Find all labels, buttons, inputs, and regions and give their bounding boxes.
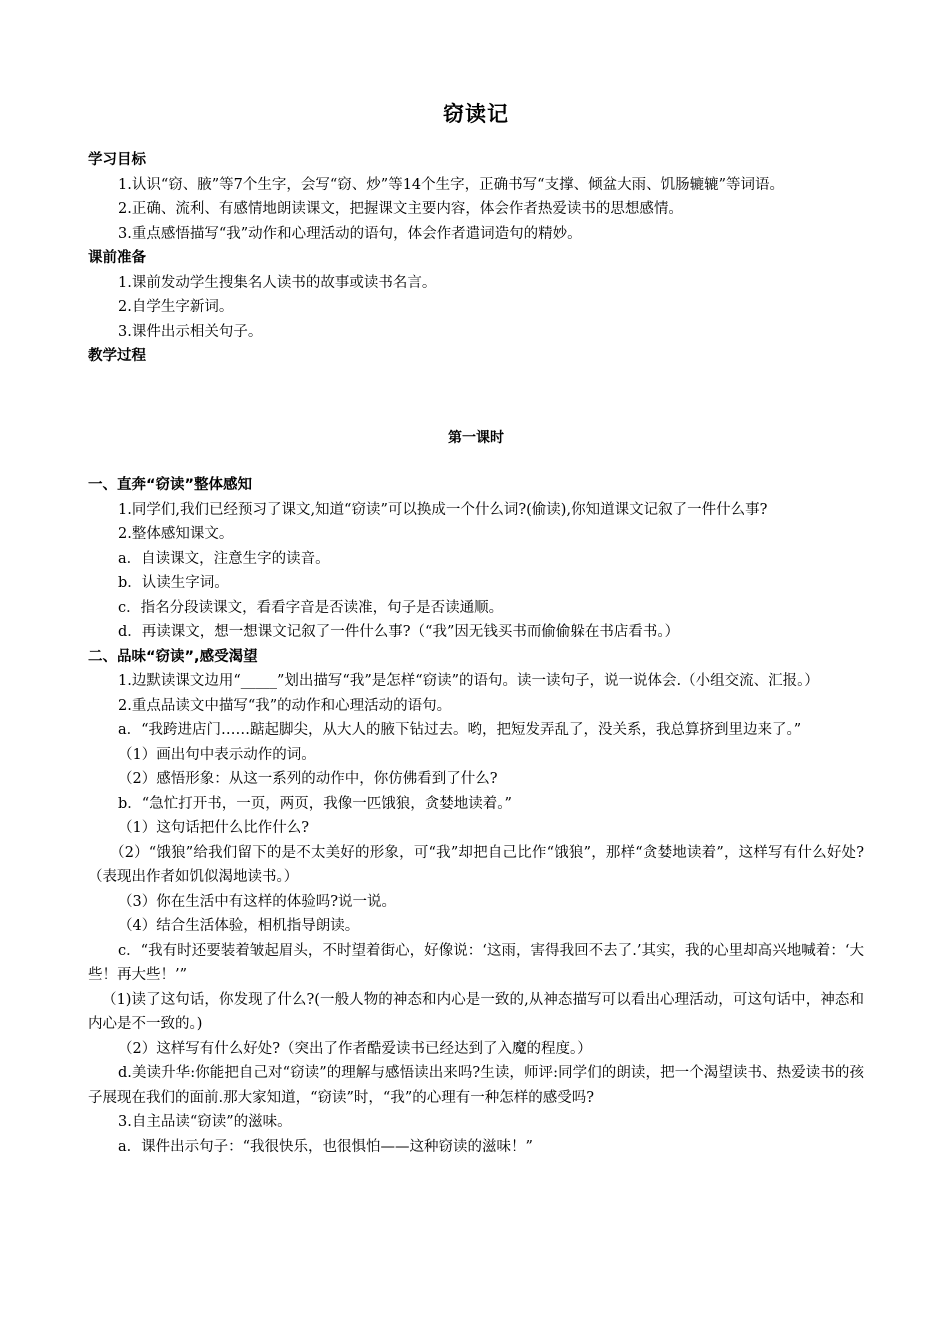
process-heading: 教学过程 bbox=[88, 348, 146, 364]
part1-paragraph: 1.同学们,我们已经预习了课文,知道“窃读”可以换成一个什么词?(偷读),你知道课文记叙了一件什么事? bbox=[118, 501, 768, 518]
prep-item: 1.课前发动学生搜集名人读书的故事或读书名言。 bbox=[118, 274, 437, 291]
part2-paragraph: c．“我有时还要装着皱起眉头，不时望着街心，好像说：‘这雨，害得我回不去了.’其实，我的心里却高兴地喊着：‘大些！再大些！’” bbox=[88, 942, 864, 983]
part1-section bbox=[88, 473, 864, 1159]
goal-item: 3.重点感悟描写“我”动作和心理活动的语句，体会作者遣词造句的精妙。 bbox=[118, 225, 582, 242]
part2-paragraph: 2.重点品读文中描写“我”的动作和心理活动的语句。 bbox=[118, 697, 452, 714]
goals-heading: 学习目标 bbox=[88, 152, 146, 168]
goal-item: 2.正确、流利、有感情地朗读课文，把握课文主要内容，体会作者热爱读书的思想感情。 bbox=[118, 201, 683, 217]
prep-item: 2.自学生字新词。 bbox=[118, 299, 234, 315]
goals-section bbox=[88, 148, 864, 369]
prep-item: 3.课件出示相关句子。 bbox=[118, 323, 263, 340]
part2-paragraph: 3.自主品读“窃读”的滋味。 bbox=[118, 1114, 292, 1130]
part1-paragraph: b．认读生字词。 bbox=[118, 575, 229, 591]
part2-paragraph: （1)读了这句话，你发现了什么?(一般人物的神态和内心是一致的,从神态描写可以看出心理活动，可这句话中，神态和内心是不一致的。) bbox=[88, 991, 864, 1032]
part2-heading: 二、品味“窃读”,感受渴望 bbox=[88, 648, 258, 665]
part2-paragraph: 1.边默读课文边用“_____”划出描写“我”是怎样“窃读”的语句。读一读句子，说一说体会.（小组交流、汇报。） bbox=[118, 673, 819, 689]
part2-paragraph: a．课件出示句子：“我很快乐，也很惧怕——这种窃读的滋味！” bbox=[118, 1138, 533, 1155]
document-title: 窃读记 bbox=[443, 102, 509, 126]
part2-paragraph: （4）结合生活体验，相机指导朗读。 bbox=[118, 918, 360, 934]
part2-paragraph: （3）你在生活中有这样的体验吗?说一说。 bbox=[118, 893, 396, 910]
part2-paragraph: （2）这样写有什么好处?（突出了作者酷爱读书已经达到了入魔的程度。） bbox=[118, 1040, 592, 1057]
goal-item: 1.认识“窃、腋”等7个生字，会写“窃、炒”等14个生字，正确书写“支撑、倾盆大雨、饥肠辘辘”等词语。 bbox=[118, 176, 784, 193]
part2-paragraph: （2）“饿狼”给我们留下的是不太美好的形象，可“我”却把自己比作“饿狼”，那样“贪婪地读着”，这样写有什么好处?（表现出作者如饥似渴地读书。） bbox=[88, 844, 864, 885]
part1-paragraph: c．指名分段读课文，看看字音是否读准，句子是否读通顺。 bbox=[118, 599, 504, 616]
part1-heading: 一、直奔“窃读”整体感知 bbox=[88, 477, 253, 493]
part2-paragraph: a．“我跨进店门……踮起脚尖，从大人的腋下钻过去。哟，把短发弄乱了，没关系，我总算挤到里边来了。” bbox=[118, 722, 802, 738]
part1-paragraph: 2.整体感知课文。 bbox=[118, 526, 234, 542]
prep-heading: 课前准备 bbox=[88, 250, 146, 266]
lesson-title: 第一课时 bbox=[448, 430, 504, 446]
part2-paragraph: （2）感悟形象：从这一系列的动作中，你仿佛看到了什么? bbox=[118, 771, 498, 787]
part2-paragraph: b．“急忙打开书，一页，两页，我像一匹饿狼，贪婪地读着。” bbox=[118, 795, 512, 812]
part1-paragraph: d．再读课文，想一想课文记叙了一件什么事?（“我”因无钱买书而偷偷躲在书店看书。） bbox=[118, 624, 680, 640]
part2-paragraph: （1）这句话把什么比作什么? bbox=[118, 820, 309, 836]
part2-paragraph: （1）画出句中表示动作的词。 bbox=[118, 746, 316, 763]
part2-paragraph: d.美读升华:你能把自己对“窃读”的理解与感悟读出来吗?生读，师评:同学们的朗读，把一个渴望读书、热爱读书的孩子展现在我们的面前.那大家知道，“窃读”时，“我”的心理有一种怎样的感受吗? bbox=[88, 1065, 864, 1106]
part1-paragraph: a．自读课文，注意生字的读音。 bbox=[118, 550, 330, 567]
